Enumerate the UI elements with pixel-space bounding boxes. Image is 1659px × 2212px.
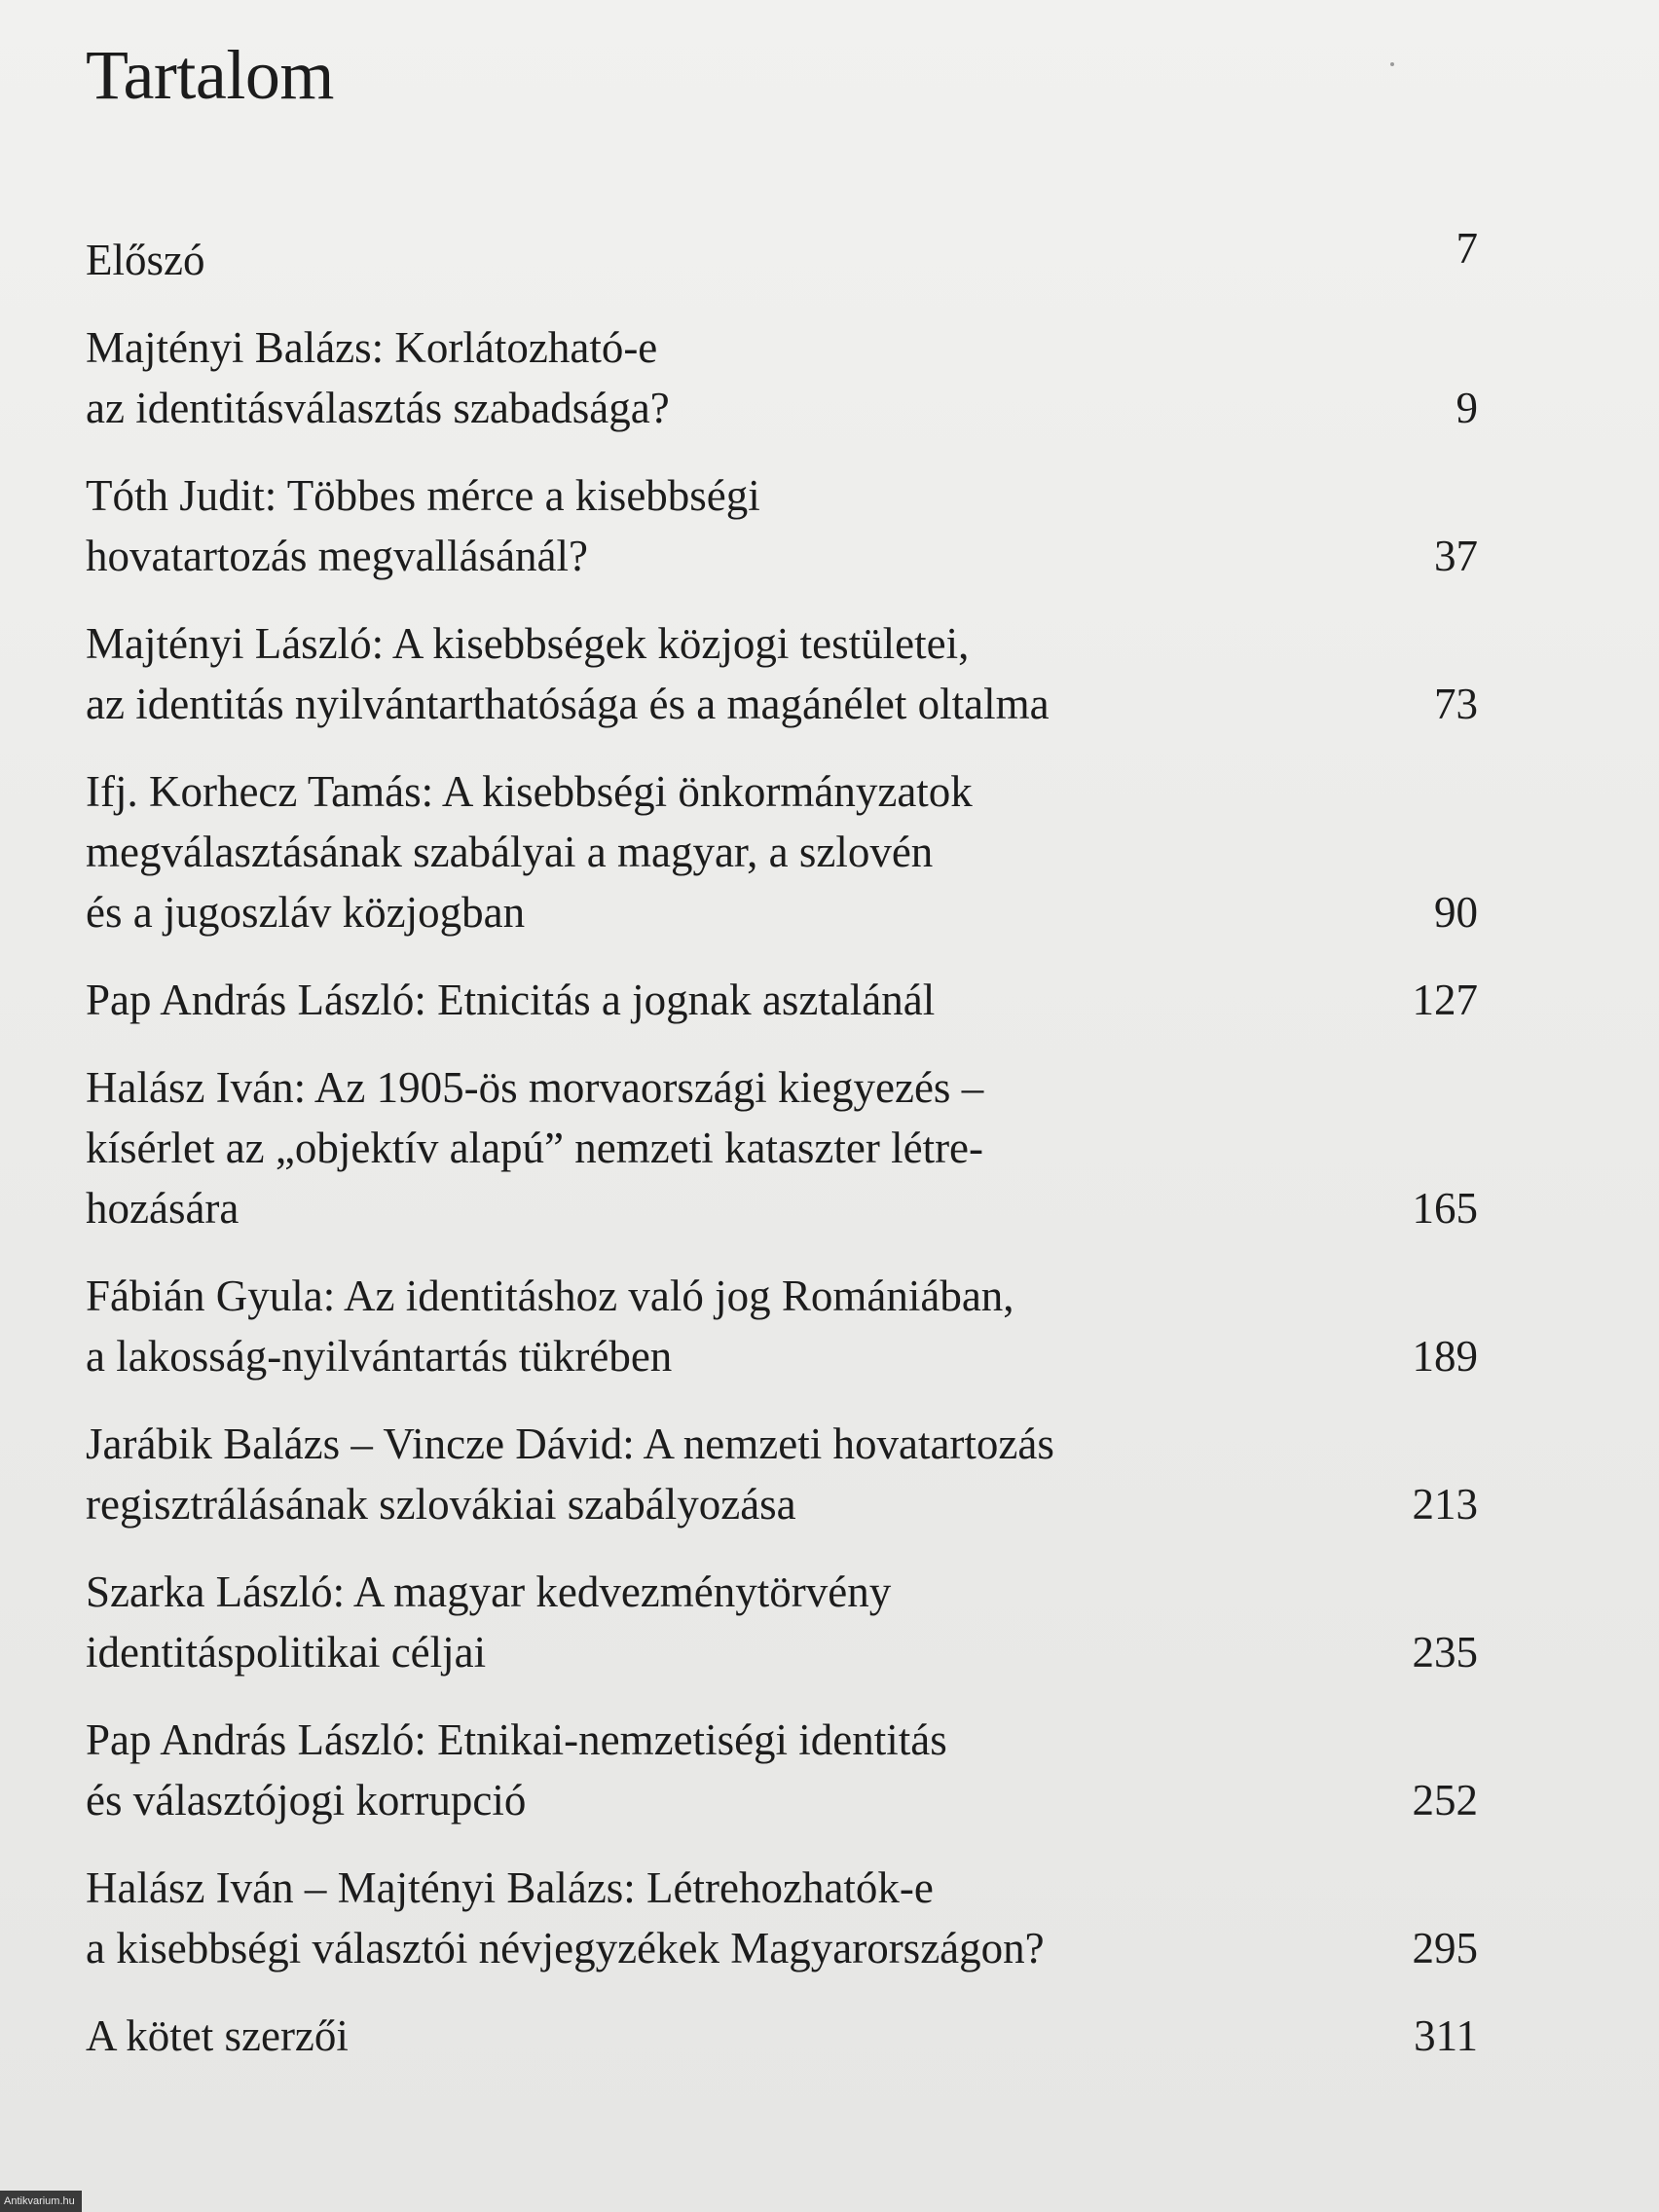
toc-entry-title bbox=[86, 1057, 1332, 1238]
toc-entry bbox=[86, 1057, 1478, 1238]
toc-entry-title bbox=[86, 613, 1332, 734]
toc-entry-title bbox=[86, 2006, 1332, 2066]
toc-entry-title bbox=[86, 1858, 1332, 1978]
toc-entry-line: Majtényi László: A kisebbségek közjogi testületei, bbox=[86, 619, 970, 668]
table-of-contents bbox=[86, 224, 1478, 2093]
toc-entry bbox=[86, 1266, 1478, 1386]
toc-entry-line: Ifj. Korhecz Tamás: A kisebbségi önkormányzatok bbox=[86, 767, 973, 816]
toc-entry-line: Fábián Gyula: Az identitáshoz való jog Romániában, bbox=[86, 1272, 1014, 1320]
toc-entry bbox=[86, 1710, 1478, 1830]
toc-entry bbox=[86, 2006, 1478, 2066]
toc-entry-title bbox=[86, 465, 1332, 586]
toc-entry-page-number: 213 bbox=[1412, 1480, 1478, 1529]
watermark: Antikvarium.hu bbox=[0, 2191, 82, 2212]
toc-entry-page-number: 90 bbox=[1434, 888, 1478, 937]
toc-entry-line: Halász Iván – Majtényi Balázs: Létrehozhatók-e bbox=[86, 1863, 934, 1912]
toc-entry bbox=[86, 1858, 1478, 1978]
toc-entry-line: Halász Iván: Az 1905-ös morvaországi kiegyezés – bbox=[86, 1063, 984, 1112]
toc-entry-line: Előszó bbox=[86, 236, 205, 284]
toc-entry-line: Jarábik Balázs – Vincze Dávid: A nemzeti hovatartozás bbox=[86, 1419, 1054, 1468]
toc-entry-title bbox=[86, 761, 1332, 942]
toc-entry-line: a kisebbségi választói névjegyzékek Magyarországon? bbox=[86, 1924, 1045, 1972]
toc-entry-page-number: 73 bbox=[1434, 680, 1478, 728]
toc-entry-line: az identitás nyilvántarthatósága és a magánélet oltalma bbox=[86, 680, 1050, 728]
toc-entry-line: Pap András László: Etnikai-nemzetiségi identitás bbox=[86, 1715, 947, 1764]
toc-entry-page-number: 189 bbox=[1412, 1332, 1478, 1381]
toc-entry-title bbox=[86, 1710, 1332, 1830]
toc-entry bbox=[86, 465, 1478, 586]
toc-entry-title bbox=[86, 970, 1332, 1030]
toc-entry-title bbox=[86, 1266, 1332, 1386]
toc-entry bbox=[86, 613, 1478, 734]
paper-speck bbox=[1390, 62, 1394, 66]
toc-entry-title bbox=[86, 230, 1332, 290]
toc-entry-title bbox=[86, 1414, 1332, 1534]
toc-entry-line: hovatartozás megvallásánál? bbox=[86, 532, 589, 580]
toc-entry bbox=[86, 761, 1478, 942]
toc-entry-line: és a jugoszláv közjogban bbox=[86, 888, 526, 937]
toc-entry-line: Majtényi Balázs: Korlátozható-e bbox=[86, 323, 658, 372]
toc-entry bbox=[86, 1562, 1478, 1682]
toc-entry-line: identitáspolitikai céljai bbox=[86, 1628, 487, 1677]
toc-entry-page-number: 127 bbox=[1412, 976, 1478, 1024]
toc-entry-line: és választójogi korrupció bbox=[86, 1776, 527, 1825]
toc-entry-line: Pap András László: Etnicitás a jognak asztalánál bbox=[86, 976, 936, 1024]
toc-entry-page-number: 165 bbox=[1412, 1184, 1478, 1233]
toc-entry-page-number: 252 bbox=[1412, 1776, 1478, 1825]
toc-entry-line: megválasztásának szabályai a magyar, a szlovén bbox=[86, 828, 934, 876]
toc-entry-title bbox=[86, 1562, 1332, 1682]
toc-entry-line: a lakosság-nyilvántartás tükrében bbox=[86, 1332, 673, 1381]
toc-entry bbox=[86, 224, 1478, 290]
toc-entry-page-number: 37 bbox=[1434, 532, 1478, 580]
toc-entry-page-number: 311 bbox=[1414, 2011, 1478, 2060]
toc-entry-page-number: 7 bbox=[1456, 224, 1478, 273]
toc-entry bbox=[86, 317, 1478, 438]
toc-entry-line: hozására bbox=[86, 1184, 240, 1233]
toc-entry bbox=[86, 1414, 1478, 1534]
toc-entry-line: Tóth Judit: Többes mérce a kisebbségi bbox=[86, 471, 760, 520]
toc-entry-line: Szarka László: A magyar kedvezménytörvény bbox=[86, 1567, 892, 1616]
toc-entry-title bbox=[86, 317, 1332, 438]
toc-entry-page-number: 235 bbox=[1412, 1628, 1478, 1677]
toc-entry-page-number: 9 bbox=[1456, 384, 1478, 432]
toc-entry-page-number: 295 bbox=[1412, 1924, 1478, 1972]
toc-entry-line: az identitásválasztás szabadsága? bbox=[86, 384, 670, 432]
toc-entry-line: kísérlet az „objektív alapú” nemzeti kataszter létre- bbox=[86, 1124, 984, 1172]
toc-entry-line: regisztrálásának szlovákiai szabályozása bbox=[86, 1480, 796, 1529]
toc-entry-line: A kötet szerzői bbox=[86, 2011, 349, 2060]
toc-entry bbox=[86, 970, 1478, 1030]
page-title: Tartalom bbox=[86, 36, 334, 114]
